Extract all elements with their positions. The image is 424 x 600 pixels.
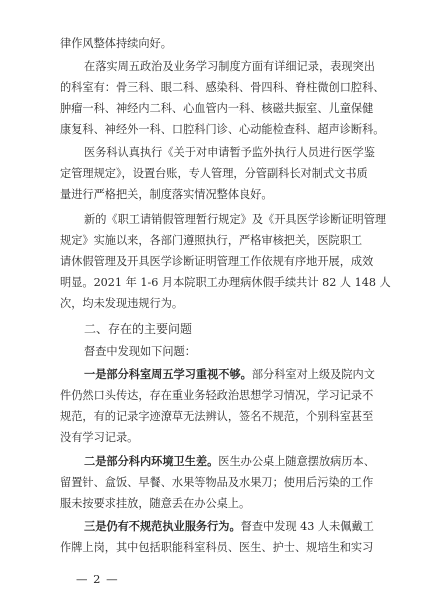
text-line: 没有学习记录。 (60, 431, 139, 444)
text-line: 肿瘤一科、神经内二科、心血管内一科、核磁共振室、儿童保健 (60, 102, 374, 115)
text-line: 规范，有的记录字迹潦草无法辨认，签名不规范，个别科室甚至 (60, 410, 374, 423)
text-line (84, 520, 424, 534)
text-line: 服未按要求挂放，随意丢在办公桌上。 (60, 497, 251, 510)
text-line: 康复科、神经外一科、口腔科门诊、心动能检查科、超声诊断科。 (60, 123, 385, 136)
text-line: 新的《职工请销假管理暂行规定》及《开具医学诊断证明管理 (84, 213, 387, 226)
issue-text: 医生办公桌上随意摆放病历本、 (218, 455, 375, 468)
text-line: 规定》实施以来，各部门遵照执行，严格审核把关，医院职工 (60, 234, 363, 247)
text-line: 次，均未发现违规行为。 (60, 297, 184, 310)
text-line: 明显。2021 年 1-6 月本院职工办理病休假手续共计 82 人 148 人 (60, 276, 391, 289)
text-line: 医务科认真执行《关于对申请暂予监外执行人员进行医学鉴 (84, 146, 375, 159)
page-number: — 2 — (76, 572, 119, 586)
text-line: 量进行严格把关，制度落实情况整体良好。 (60, 188, 273, 201)
text-line: 定管理规定》，设置台账，专人管理，分管副科长对制式文书质 (60, 167, 368, 180)
text-line: 督查中发现如下问题： (84, 345, 196, 358)
text-line (84, 455, 424, 469)
text-line: 件仍然口头传达，存在重业务轻政治思想学习情况，学习记录不 (60, 389, 374, 402)
issue-text: 部分科室对上级及院内文 (251, 368, 375, 381)
issue-lead: 一是部分科室周五学习重视不够。 (84, 368, 252, 381)
text-line: 作牌上岗，其中包括职能科室科员、医生、护士、规培生和实习 (60, 541, 374, 554)
text-line (84, 368, 424, 382)
section-heading: 二、存在的主要问题 (84, 322, 193, 336)
text-line: 律作风整体持续向好。 (60, 37, 172, 50)
issue-text: 督查中发现 43 人未佩戴工 (240, 520, 374, 533)
issue-lead: 三是仍有不规范执业服务行为。 (84, 520, 241, 533)
text-line: 请休假管理及开具医学诊断证明管理工作依规有序地开展，成效 (60, 255, 374, 268)
issue-lead: 二是部分科内环境卫生差。 (84, 455, 219, 468)
text-line: 的科室有：骨三科、眼二科、感染科、骨四科、脊柱微创口腔科、 (60, 81, 385, 94)
text-line: 留置针、盒饭、早餐、水果等物品及水果刀；使用后污染的工作 (60, 476, 374, 489)
text-line: 在落实周五政治及业务学习制度方面有详细记录，表现突出 (84, 60, 375, 73)
